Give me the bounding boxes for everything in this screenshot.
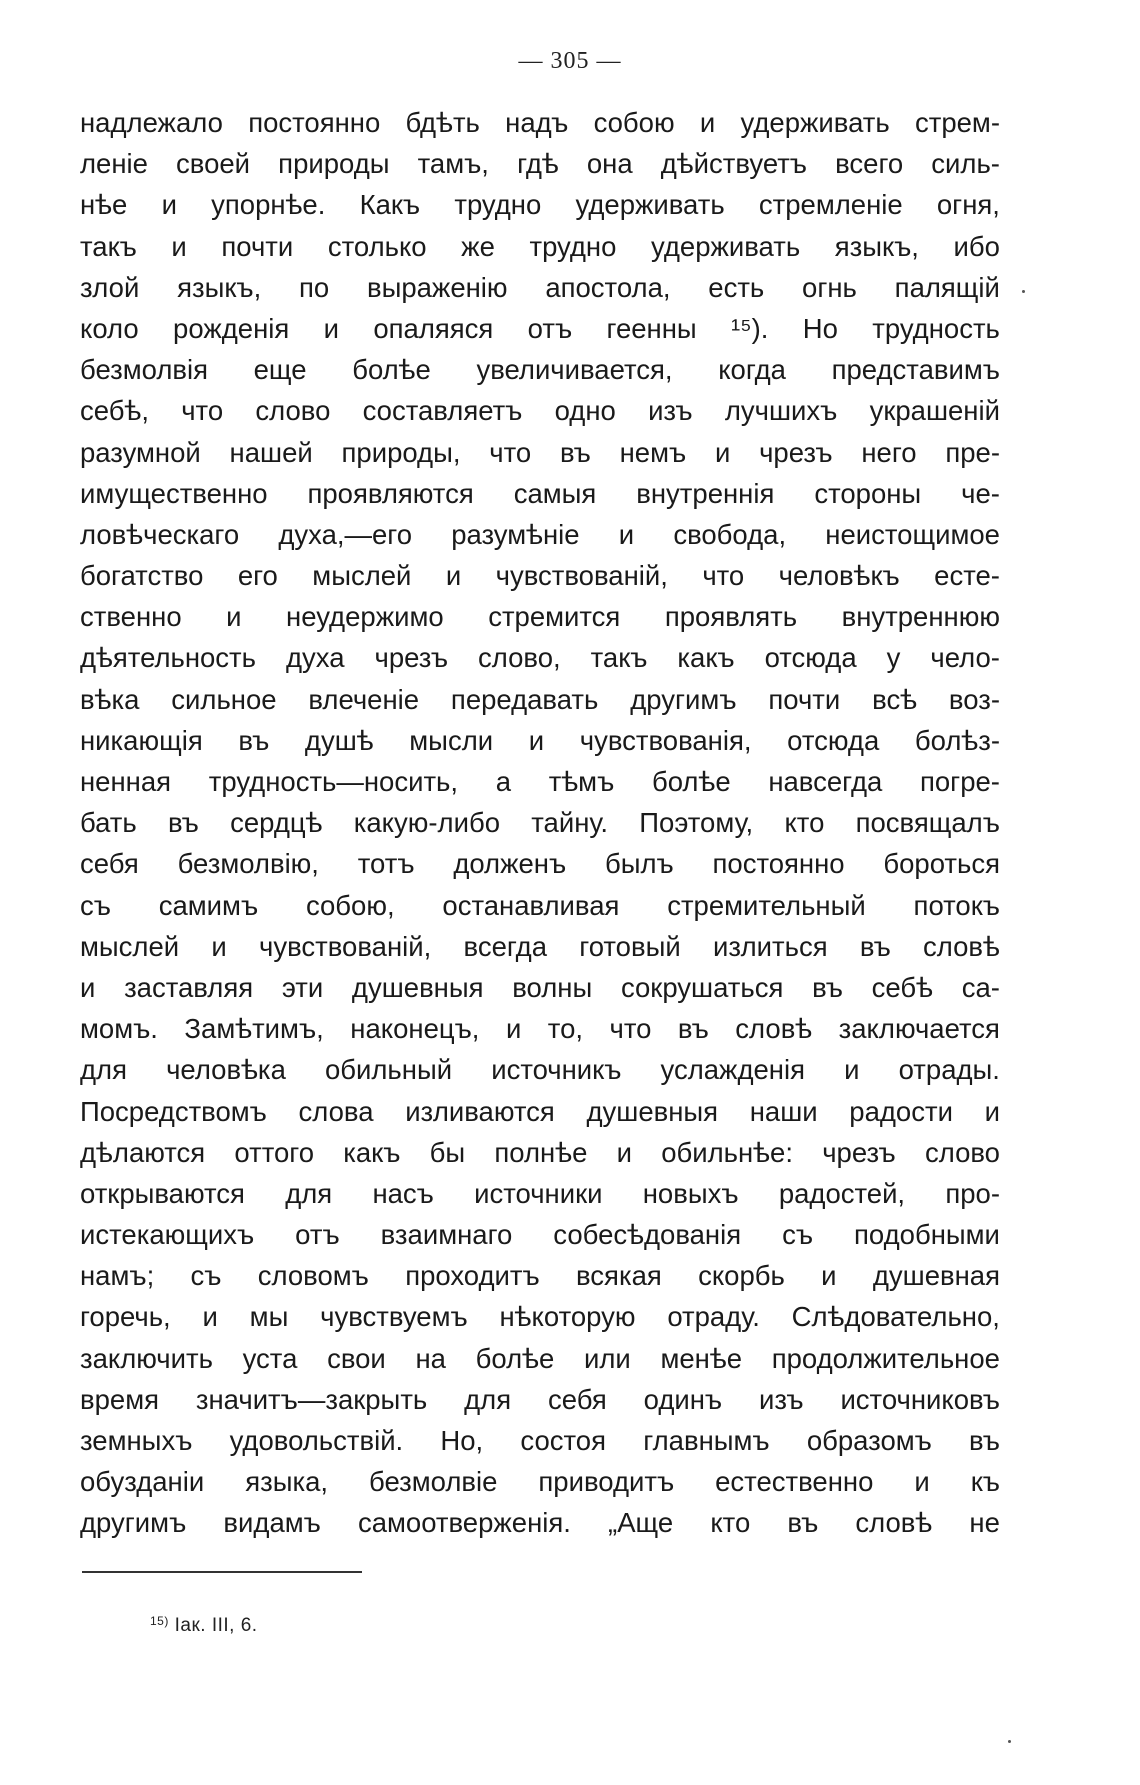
text-line: имущественно проявляются самыя внутреннiя стороны че- (80, 477, 1000, 509)
text-line: дѣятельность духа чрезъ слово, такъ какъ отсюда у чело- (80, 642, 1000, 674)
body-text (80, 102, 1000, 1544)
text-line: ненная трудность—носить, а тѣмъ болѣе навсегда погре- (80, 766, 1000, 797)
text-line: ственно и неудержимо стремится проявлять внутреннюю (80, 601, 1000, 633)
text-line: и заставляя эти душевныя волны сокрушаться въ себѣ са- (80, 971, 1000, 1003)
text-line: Посредствомъ слова изливаются душевныя наши радости и (80, 1095, 1000, 1127)
text-line: момъ. Замѣтимъ, наконецъ, и то, что въ словѣ заключается (80, 1013, 1000, 1045)
text-line: такъ и почти столько же трудно удерживать языкъ, ибо (80, 230, 1000, 262)
text-line: время значитъ—закрыть для себя одинъ изъ источниковъ (80, 1383, 1000, 1415)
footnote-text: Iак. III, 6. (174, 1615, 258, 1636)
text-line: намъ; съ словомъ проходитъ всякая скорбь и душевная (80, 1260, 1000, 1292)
text-line: злой языкъ, по выраженiю апостола, есть огнь палящiй (80, 271, 1000, 303)
text-line: себя безмолвiю, тотъ долженъ былъ постоянно бороться (80, 848, 1000, 880)
text-line: ловѣческаго духа,—его разумѣнiе и свобода, неистощимое (80, 518, 1000, 550)
text-line: ленiе своей природы тамъ, гдѣ она дѣйствуетъ всего силь- (80, 148, 1000, 180)
footnote-divider (82, 1571, 362, 1573)
text-line: вѣка сильное влеченiе передавать другимъ почти всѣ воз- (80, 683, 1000, 715)
scan-speck (1022, 290, 1025, 293)
text-line: съ самимъ собою, останавливая стремительный потокъ (80, 889, 1000, 921)
text-line: нѣе и упорнѣе. Какъ трудно удерживать стремленiе огня, (80, 189, 1000, 221)
text-line: другимъ видамъ самоотверженiя. „Аще кто въ словѣ не (80, 1507, 1000, 1539)
text-line: для человѣка обильный источникъ услажденiя и отрады. (80, 1054, 1000, 1086)
text-line: бать въ сердцѣ какую-либо тайну. Поэтому, кто посвящалъ (80, 807, 1000, 839)
text-line: истекающихъ отъ взаимнаго собесѣдованiя съ подобными (80, 1219, 1000, 1251)
text-line: коло рожденiя и опаляяся отъ геенны ¹⁵). Но трудность (80, 312, 1000, 344)
text-line: открываются для насъ источники новыхъ радостей, про- (80, 1177, 1000, 1209)
text-line: мыслей и чувствованiй, всегда готовый излиться въ словѣ (80, 930, 1000, 962)
text-line: горечь, и мы чувствуемъ нѣкоторую отраду. Слѣдовательно, (80, 1301, 1000, 1333)
footnote (150, 1614, 258, 1637)
text-line: безмолвiя еще болѣе увеличивается, когда представимъ (80, 354, 1000, 386)
scan-speck (1008, 1740, 1011, 1743)
text-line: дѣлаются оттого какъ бы полнѣе и обильнѣе: чрезъ слово (80, 1136, 1000, 1168)
page-number: — 305 — (518, 48, 622, 74)
text-line: надлежало постоянно бдѣть надъ собою и удерживать стрем- (80, 107, 1000, 138)
text-line: себѣ, что слово составляетъ одно изъ лучшихъ украшенiй (80, 395, 1000, 427)
text-line: богатство его мыслей и чувствованiй, что человѣкъ есте- (80, 560, 1000, 592)
text-line: заключить уста свои на болѣе или менѣе продолжительное (80, 1342, 1000, 1374)
text-line: обузданiи языка, безмолвiе приводитъ естественно и къ (80, 1466, 1000, 1498)
footnote-marker: 15) (150, 1614, 169, 1628)
text-line: разумной нашей природы, что въ немъ и чрезъ него пре- (80, 436, 1000, 468)
text-line: земныхъ удовольствiй. Но, состоя главнымъ образомъ въ (80, 1425, 1000, 1456)
text-line: никающiя въ душѣ мысли и чувствованiя, отсюда болѣз- (80, 724, 1000, 756)
